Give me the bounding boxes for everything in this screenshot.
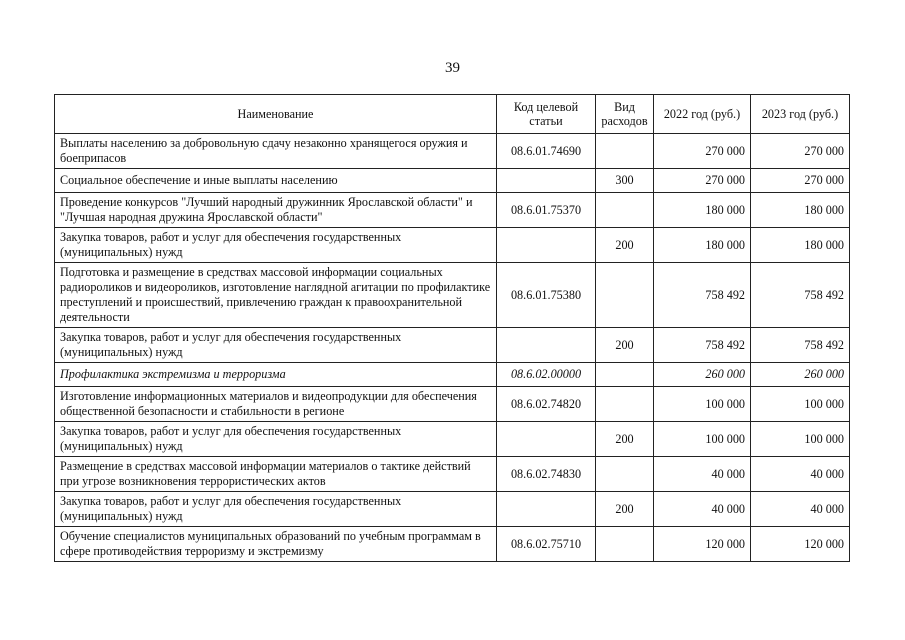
table-row — [55, 134, 850, 169]
row-code — [497, 492, 596, 527]
header-code: Код целевой статьи — [497, 95, 596, 134]
table-row — [55, 328, 850, 363]
row-name: Изготовление информационных материалов и видеопродукции для обеспечения общественной безопасности и стабильности в регионе — [55, 387, 497, 422]
row-name: Проведение конкурсов "Лучший народный дружинник Ярославской области" и "Лучшая народная дружина Ярославской области" — [55, 193, 497, 228]
row-type: 200 — [596, 328, 654, 363]
row-code: 08.6.02.74820 — [497, 387, 596, 422]
row-code: 08.6.01.74690 — [497, 134, 596, 169]
header-name: Наименование — [55, 95, 497, 134]
row-code: 08.6.01.75370 — [497, 193, 596, 228]
row-2022: 270 000 — [654, 134, 751, 169]
row-type — [596, 363, 654, 387]
row-code: 08.6.02.00000 — [497, 363, 596, 387]
table-row — [55, 263, 850, 328]
row-2023: 40 000 — [751, 492, 850, 527]
row-2023: 100 000 — [751, 387, 850, 422]
row-code — [497, 422, 596, 457]
row-2023: 758 492 — [751, 263, 850, 328]
row-2022: 100 000 — [654, 422, 751, 457]
row-code — [497, 328, 596, 363]
row-name: Профилактика экстремизма и терроризма — [55, 363, 497, 387]
page-number: 39 — [445, 60, 460, 76]
header-2022: 2022 год (руб.) — [654, 95, 751, 134]
header-2023: 2023 год (руб.) — [751, 95, 850, 134]
row-2023: 270 000 — [751, 134, 850, 169]
row-type: 200 — [596, 228, 654, 263]
row-code: 08.6.02.75710 — [497, 527, 596, 562]
row-type — [596, 193, 654, 228]
row-2023: 758 492 — [751, 328, 850, 363]
row-name: Размещение в средствах массовой информации материалов о тактике действий при угрозе возникновения террористических актов — [55, 457, 497, 492]
row-2022: 40 000 — [654, 457, 751, 492]
row-type — [596, 387, 654, 422]
row-2023: 40 000 — [751, 457, 850, 492]
table-row — [55, 228, 850, 263]
row-name: Закупка товаров, работ и услуг для обеспечения государственных (муниципальных) нужд — [55, 422, 497, 457]
table-row-section — [55, 363, 850, 387]
table-row — [55, 169, 850, 193]
row-2022: 758 492 — [654, 263, 751, 328]
row-2022: 180 000 — [654, 193, 751, 228]
row-code — [497, 169, 596, 193]
row-2023: 120 000 — [751, 527, 850, 562]
row-name: Закупка товаров, работ и услуг для обеспечения государственных (муниципальных) нужд — [55, 328, 497, 363]
row-code: 08.6.01.75380 — [497, 263, 596, 328]
budget-table — [54, 94, 850, 562]
row-type — [596, 527, 654, 562]
row-name: Социальное обеспечение и иные выплаты населению — [55, 169, 497, 193]
row-2023: 260 000 — [751, 363, 850, 387]
row-type: 200 — [596, 492, 654, 527]
row-2022: 270 000 — [654, 169, 751, 193]
header-type: Вид расходов — [596, 95, 654, 134]
row-type — [596, 263, 654, 328]
row-name: Обучение специалистов муниципальных образований по учебным программам в сфере противодействия терроризму и экстремизму — [55, 527, 497, 562]
row-2022: 40 000 — [654, 492, 751, 527]
row-2022: 100 000 — [654, 387, 751, 422]
table-row — [55, 193, 850, 228]
row-type: 300 — [596, 169, 654, 193]
table-row — [55, 492, 850, 527]
row-2023: 270 000 — [751, 169, 850, 193]
row-2023: 180 000 — [751, 228, 850, 263]
row-2022: 180 000 — [654, 228, 751, 263]
table-row — [55, 527, 850, 562]
row-2022: 758 492 — [654, 328, 751, 363]
row-code — [497, 228, 596, 263]
row-name: Закупка товаров, работ и услуг для обеспечения государственных (муниципальных) нужд — [55, 492, 497, 527]
row-code: 08.6.02.74830 — [497, 457, 596, 492]
row-name: Подготовка и размещение в средствах массовой информации социальных радиороликов и видеороликов, изготовление наглядной агитации по профилактике преступлений и происшествий, привлечению граждан к правоохранительной деятельности — [55, 263, 497, 328]
row-name: Закупка товаров, работ и услуг для обеспечения государственных (муниципальных) нужд — [55, 228, 497, 263]
table-row — [55, 387, 850, 422]
table-row — [55, 422, 850, 457]
row-2022: 260 000 — [654, 363, 751, 387]
table-row — [55, 457, 850, 492]
row-name: Выплаты населению за добровольную сдачу незаконно хранящегося оружия и боеприпасов — [55, 134, 497, 169]
row-type: 200 — [596, 422, 654, 457]
row-2023: 100 000 — [751, 422, 850, 457]
row-type — [596, 134, 654, 169]
row-type — [596, 457, 654, 492]
row-2022: 120 000 — [654, 527, 751, 562]
table-header-row — [55, 95, 850, 134]
row-2023: 180 000 — [751, 193, 850, 228]
